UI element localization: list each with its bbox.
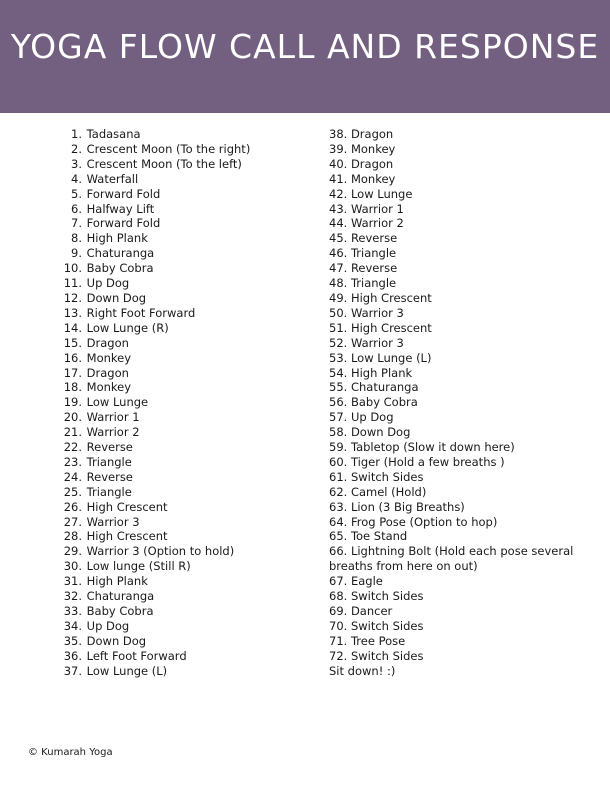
pose-name: Dragon [350, 156, 394, 171]
pose-number: 49. [329, 290, 348, 305]
pose-item [329, 261, 579, 276]
pose-item [329, 440, 579, 455]
pose-name: Tabletop (Slow it down here) [350, 440, 515, 455]
pose-name: High Plank [86, 574, 148, 589]
pose-item [56, 157, 306, 172]
pose-item [56, 306, 306, 321]
pose-name: Reverse [350, 231, 398, 246]
pose-item [329, 619, 579, 634]
right-pose-list [329, 127, 579, 679]
pose-name: Monkey [350, 141, 396, 156]
page-title: YOGA FLOW CALL AND RESPONSE [10, 26, 600, 66]
pose-name: Warrior 3 [350, 335, 404, 350]
pose-item [329, 589, 579, 604]
pose-name: Down Dog [86, 290, 147, 305]
pose-name: High Plank [350, 365, 413, 380]
pose-number: 16. [63, 350, 82, 365]
pose-name: Switch Sides [350, 648, 424, 663]
pose-name: Warrior 2 [86, 425, 140, 440]
pose-item [329, 529, 579, 544]
pose-name: breaths from here on out) [329, 559, 478, 574]
pose-number: 68. [329, 589, 348, 604]
pose-name: Dancer [350, 604, 393, 618]
pose-number: 22. [63, 440, 82, 455]
pose-number: 64. [329, 514, 348, 529]
pose-name: Low Lunge [86, 395, 149, 410]
pose-name: Down Dog [86, 633, 147, 648]
pose-number: 11. [63, 276, 82, 291]
pose-item [329, 276, 579, 291]
pose-number: 2. [71, 141, 82, 156]
pose-item [329, 574, 579, 589]
pose-number: 47. [329, 261, 348, 276]
pose-number: 58. [329, 425, 348, 440]
pose-number: 67. [329, 574, 348, 589]
pose-name: Triangle [350, 276, 397, 291]
pose-number: 3. [71, 156, 82, 171]
pose-name: Baby Cobra [350, 395, 418, 410]
pose-item [56, 470, 306, 485]
pose-item [329, 425, 579, 440]
pose-number: 21. [63, 425, 82, 440]
pose-name: Low Lunge (L) [350, 350, 432, 365]
pose-number: 46. [329, 246, 348, 261]
pose-name: Tiger (Hold a few breaths ) [350, 454, 505, 469]
pose-name: High Crescent [86, 529, 168, 544]
pose-number: 57. [329, 410, 348, 425]
pose-item [56, 187, 306, 202]
pose-item [329, 649, 579, 664]
pose-item [56, 410, 306, 425]
pose-item [56, 604, 306, 619]
pose-name: Tree Pose [350, 633, 406, 648]
pose-name: Sit down! :) [329, 663, 396, 678]
pose-item [329, 470, 579, 485]
pose-item [56, 395, 306, 410]
pose-item [329, 395, 579, 410]
pose-number: 1. [71, 127, 82, 141]
pose-number: 48. [329, 276, 348, 291]
pose-item [56, 485, 306, 500]
pose-number: 50. [329, 305, 348, 320]
pose-number: 17. [63, 365, 82, 380]
pose-number: 43. [329, 201, 348, 216]
pose-number: 54. [329, 365, 348, 380]
header-banner [0, 0, 610, 113]
pose-item [329, 321, 579, 336]
pose-name: Baby Cobra [86, 604, 154, 618]
pose-number: 34. [63, 618, 82, 633]
pose-name: Warrior 2 [350, 216, 404, 231]
pose-name: High Crescent [86, 499, 168, 514]
pose-number: 53. [329, 350, 348, 365]
pose-item [329, 634, 579, 649]
pose-item [56, 321, 306, 336]
pose-item [56, 172, 306, 187]
pose-item [56, 366, 306, 381]
pose-name: High Plank [86, 231, 148, 246]
pose-number: 29. [63, 544, 82, 559]
pose-item [56, 574, 306, 589]
pose-name: Low Lunge (L) [86, 663, 168, 678]
pose-number: 33. [63, 604, 82, 618]
pose-name: Low lunge (Still R) [86, 559, 191, 574]
pose-number: 13. [63, 305, 82, 320]
pose-name: Low Lunge [350, 186, 413, 201]
pose-number: 19. [63, 395, 82, 410]
pose-item [329, 500, 579, 515]
pose-number: 32. [63, 589, 82, 604]
pose-item [329, 127, 579, 142]
pose-name: Monkey [86, 380, 132, 395]
pose-item [329, 142, 579, 157]
pose-item [56, 127, 306, 142]
pose-number: 31. [63, 574, 82, 589]
pose-number: 9. [71, 246, 82, 261]
pose-name: High Crescent [350, 290, 432, 305]
pose-item [329, 187, 579, 202]
pose-item [56, 425, 306, 440]
pose-name: Triangle [86, 454, 132, 469]
pose-number: 62. [329, 484, 348, 499]
pose-item [329, 455, 579, 470]
pose-name: Forward Fold [86, 186, 161, 201]
pose-number: 36. [63, 648, 82, 663]
pose-item [56, 664, 306, 679]
pose-number: 69. [329, 604, 348, 618]
pose-item [329, 604, 579, 619]
pose-number: 55. [329, 380, 348, 395]
pose-item [329, 366, 579, 381]
pose-item [56, 380, 306, 395]
pose-item [329, 231, 579, 246]
pose-name: Crescent Moon (To the right) [86, 141, 251, 156]
pose-name: Warrior 1 [86, 410, 140, 425]
pose-number: 71. [329, 633, 348, 648]
pose-item [56, 261, 306, 276]
pose-number: 72. [329, 648, 348, 663]
pose-name: Tadasana [86, 127, 141, 141]
pose-item [329, 246, 579, 261]
pose-item [56, 544, 306, 559]
pose-name: Toe Stand [350, 529, 408, 544]
pose-item [56, 142, 306, 157]
pose-number: 15. [63, 335, 82, 350]
pose-name: Crescent Moon (To the left) [86, 156, 242, 171]
pose-item [329, 410, 579, 425]
pose-number: 61. [329, 469, 348, 484]
pose-item [56, 291, 306, 306]
pose-item [329, 202, 579, 217]
pose-name: Warrior 3 [350, 305, 404, 320]
pose-number: 59. [329, 440, 348, 455]
pose-number: 70. [329, 618, 348, 633]
pose-number: 66. [329, 544, 348, 559]
pose-item [56, 559, 306, 574]
pose-item [56, 649, 306, 664]
pose-item [329, 664, 579, 679]
pose-item [56, 351, 306, 366]
pose-name: Warrior 3 (Option to hold) [86, 544, 235, 559]
pose-number: 44. [329, 216, 348, 231]
pose-name: Monkey [86, 350, 132, 365]
pose-number: 41. [329, 171, 348, 186]
pose-number: 27. [63, 514, 82, 529]
pose-name: Dragon [350, 127, 394, 141]
pose-item [329, 559, 579, 574]
pose-name: Reverse [86, 440, 133, 455]
pose-item [56, 634, 306, 649]
pose-name: Dragon [86, 335, 129, 350]
pose-name: Up Dog [86, 276, 130, 291]
pose-number: 20. [63, 410, 82, 425]
pose-number: 26. [63, 499, 82, 514]
pose-name: Switch Sides [350, 618, 424, 633]
pose-item [56, 455, 306, 470]
pose-item [56, 216, 306, 231]
pose-number: 65. [329, 529, 348, 544]
pose-item [329, 216, 579, 231]
pose-name: Down Dog [350, 425, 411, 440]
pose-number: 4. [71, 171, 82, 186]
pose-name: Reverse [86, 469, 133, 484]
pose-name: High Crescent [350, 320, 432, 335]
pose-name: Eagle [350, 574, 383, 589]
pose-name: Triangle [350, 246, 397, 261]
pose-number: 24. [63, 469, 82, 484]
pose-number: 14. [63, 320, 82, 335]
pose-item [329, 380, 579, 395]
pose-number: 60. [329, 454, 348, 469]
left-pose-list [56, 127, 306, 679]
pose-item [329, 351, 579, 366]
pose-number: 6. [71, 201, 82, 216]
pose-number: 23. [63, 454, 82, 469]
pose-name: Chaturanga [86, 246, 155, 261]
pose-item [56, 500, 306, 515]
pose-item [56, 529, 306, 544]
pose-number: 51. [329, 320, 348, 335]
pose-item [56, 276, 306, 291]
pose-item [56, 589, 306, 604]
pose-item [329, 157, 579, 172]
pose-name: Frog Pose (Option to hop) [350, 514, 498, 529]
pose-name: Halfway Lift [86, 201, 155, 216]
pose-number: 40. [329, 156, 348, 171]
pose-number: 30. [63, 559, 82, 574]
pose-number: 37. [63, 663, 82, 678]
pose-name: Forward Fold [86, 216, 161, 231]
pose-name: Chaturanga [86, 589, 155, 604]
pose-item [56, 515, 306, 530]
pose-number: 42. [329, 186, 348, 201]
pose-name: Triangle [86, 484, 132, 499]
pose-number: 39. [329, 141, 348, 156]
pose-number: 18. [63, 380, 82, 395]
pose-item [56, 336, 306, 351]
pose-item [329, 515, 579, 530]
pose-name: Lightning Bolt (Hold each pose several [350, 544, 574, 559]
pose-item [56, 440, 306, 455]
pose-number: 12. [63, 290, 82, 305]
pose-name: Right Foot Forward [86, 305, 196, 320]
pose-name: Switch Sides [350, 589, 424, 604]
pose-name: Low Lunge (R) [86, 320, 169, 335]
pose-item [329, 485, 579, 500]
pose-item [329, 306, 579, 321]
pose-name: Dragon [86, 365, 129, 380]
pose-item [56, 619, 306, 634]
pose-item [56, 202, 306, 217]
pose-name: Monkey [350, 171, 396, 186]
pose-item [56, 231, 306, 246]
pose-item [329, 336, 579, 351]
pose-item [329, 291, 579, 306]
pose-name: Up Dog [86, 618, 130, 633]
copyright-footer: © Kumarah Yoga [28, 747, 113, 758]
pose-number: 5. [71, 186, 82, 201]
pose-item [329, 172, 579, 187]
pose-name: Left Foot Forward [86, 648, 187, 663]
pose-number: 28. [63, 529, 82, 544]
pose-item [329, 544, 579, 559]
pose-name: Camel (Hold) [350, 484, 427, 499]
pose-number: 63. [329, 499, 348, 514]
pose-name: Warrior 1 [350, 201, 404, 216]
pose-name: Lion (3 Big Breaths) [350, 499, 465, 514]
pose-name: Reverse [350, 261, 398, 276]
pose-number: 7. [71, 216, 82, 231]
pose-number: 35. [63, 633, 82, 648]
pose-number: 52. [329, 335, 348, 350]
pose-name: Chaturanga [350, 380, 419, 395]
pose-number: 8. [71, 231, 82, 246]
pose-name: Baby Cobra [86, 261, 154, 276]
pose-number: 56. [329, 395, 348, 410]
pose-number: 38. [329, 127, 348, 141]
pose-name: Warrior 3 [86, 514, 140, 529]
pose-number: 10. [63, 261, 82, 276]
pose-name: Switch Sides [350, 469, 424, 484]
pose-item [56, 246, 306, 261]
pose-number: 25. [63, 484, 82, 499]
pose-name: Up Dog [350, 410, 394, 425]
pose-number: 45. [329, 231, 348, 246]
pose-name: Waterfall [86, 171, 139, 186]
